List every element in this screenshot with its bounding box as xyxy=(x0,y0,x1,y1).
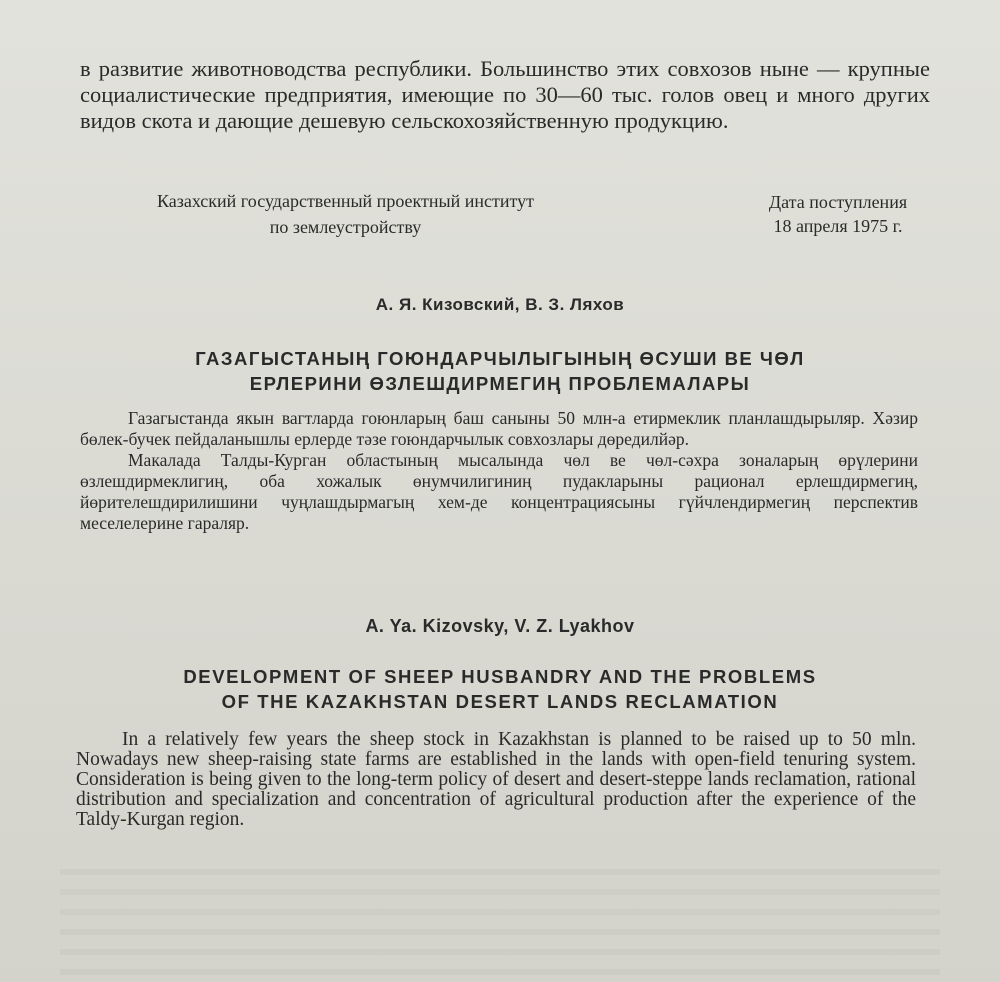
received-label: Дата поступления xyxy=(768,192,908,212)
institution-line-2: по землеустройству xyxy=(269,217,422,237)
continuation-text: в развитие животноводства республики. Большинство этих совхозов ныне — крупные социалистические предприятия, имеющие по 30—60 тыс. голов овец и много других видов скота и дающие дешевую сельскохозяйственную продукцию. xyxy=(80,56,930,133)
continuation-paragraph xyxy=(80,56,930,134)
institution-line-1: Казахский государственный проектный институт xyxy=(156,191,535,211)
received-date-block xyxy=(740,190,936,238)
received-date: 18 апреля 1975 г. xyxy=(773,216,903,236)
english-abstract xyxy=(76,730,916,830)
english-title xyxy=(120,664,880,714)
english-authors: A. Ya. Kizovsky, V. Z. Lyakhov xyxy=(365,616,635,636)
english-title-line-2: OF THE KAZAKHSTAN DESERT LANDS RECLAMATION xyxy=(221,691,779,712)
turkmen-abstract-paragraph-2: Макалада Талды-Курган областының мысалында чөл ве чөл-сәхра зоналарың өрүлерини өзлешдирмеклигиң, оба хожалык өнумчилигиниң пудакларыны рационал ерлешдирмегиң, йөрителешдирилишини чуңлашдырмагың хем-де концентрациясыны гүйчлендирмегиң перспектив меселелерине гараляр. xyxy=(80,450,918,533)
turkmen-title xyxy=(100,346,900,396)
turkmen-abstract-paragraph-1: Газагыстанда якын вагтларда гоюнларың баш саныны 50 млн-а етирмеклик планлашдырыляр. Хәзир бөлек-бучек пейдаланышлы ерлерде тәзе гоюндарчылык совхозлары дөредилйәр. xyxy=(80,408,918,449)
institution-affiliation xyxy=(108,188,583,240)
turkmen-title-line-2: ЕРЛЕРИНИ ӨЗЛЕШДИРМЕГИҢ ПРОБЛЕМАЛАРЫ xyxy=(249,373,751,394)
english-abstract-text: In a relatively few years the sheep stock in Kazakhstan is planned to be raised up to 50 mln. Nowadays new sheep-raising state farms are established in the lands with open-field tenuring system. Consideration is being given to the long-term policy of desert and desert-steppe lands reclamation, rational distribution and specialization and concentration of agricultural production after the experience of the Taldy-Kurgan region. xyxy=(76,729,916,830)
turkmen-title-line-1: ГАЗАГЫСТАНЫҢ ГОЮНДАРЧЫЛЫГЫНЫҢ ӨСУШИ ВЕ ЧӨЛ xyxy=(195,348,805,369)
english-title-line-1: DEVELOPMENT OF SHEEP HUSBANDRY AND THE PROBLEMS xyxy=(183,666,817,687)
russian-authors: А. Я. Кизовский, В. З. Ляхов xyxy=(375,295,625,314)
show-through-texture xyxy=(60,855,940,982)
turkmen-abstract xyxy=(80,408,918,534)
